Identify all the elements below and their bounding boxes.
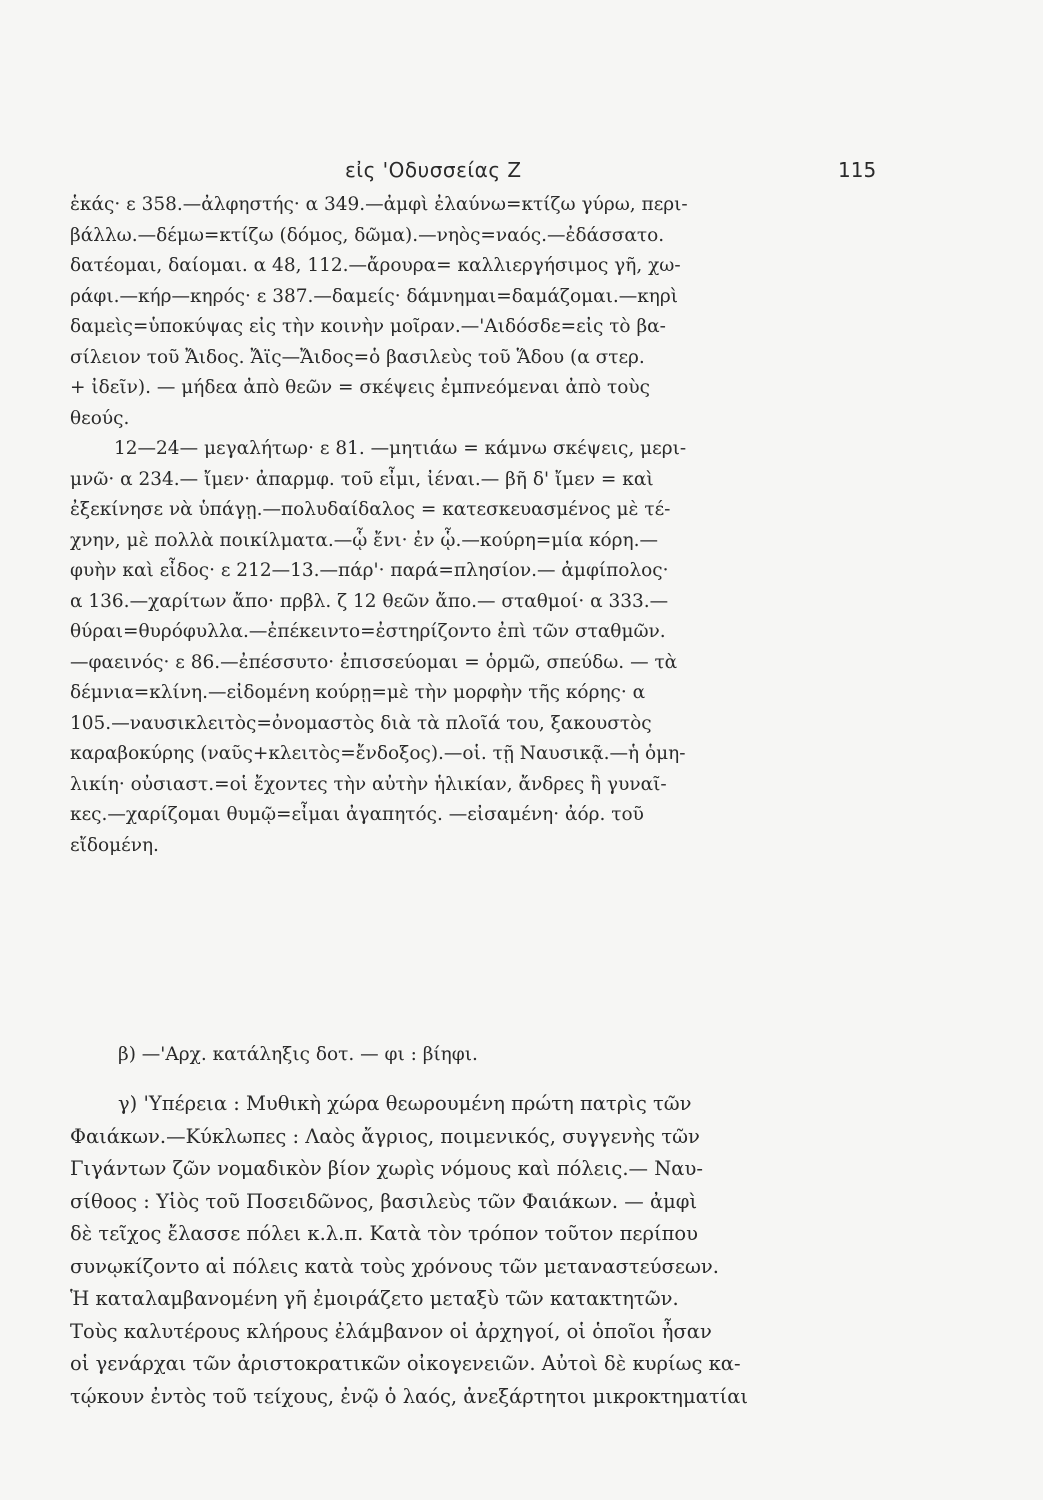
glossary-line: —φαεινός· ε 86.—ἐπέσσυτο· ἐπισσεύομαι = ὁρμῶ, σπεύδω. — τὰ — [70, 651, 678, 673]
note-c-line: σίθοος : Υἱὸς τοῦ Ποσειδῶνος, βασιλεὺς τῶν Φαιάκων. — ἀμφὶ — [70, 1189, 698, 1213]
glossary-line: α 136.—χαρίτων ἄπο· πρβλ. ζ 12 θεῶν ἄπο.— σταθμοί· α 333.— — [70, 590, 669, 612]
glossary-line: + ἰδεῖν). — μήδεα ἀπὸ θεῶν = σκέψεις ἐμπνεόμεναι ἀπὸ τοὺς — [70, 377, 650, 398]
note-b: β) —'Αρχ. κατάληξις δοτ. — φι : βίηφι. — [118, 1044, 478, 1065]
glossary-line: ἑκάς· ε 358.—ἀλφηστής· α 349.—ἀμφὶ ἐλαύνω=κτίζω γύρω, περι- — [70, 194, 688, 215]
note-c-line: Γιγάντων ζῶν νομαδικὸν βίον χωρὶς νόμους καὶ πόλεις.— Ναυ- — [70, 1157, 703, 1180]
note-c-line: δὲ τεῖχος ἔλασσε πόλει κ.λ.π. Κατὰ τὸν τρόπον τοῦτον περίπου — [70, 1222, 699, 1245]
glossary-block — [70, 190, 910, 861]
page-number: 115 — [838, 158, 877, 182]
glossary-line: δαμεὶς=ὑποκύψας εἰς τὴν κοινὴν μοῖραν.—'Αιδόσδε=εἰς τὸ βα- — [70, 316, 666, 337]
glossary-line: εἴδομένη. — [70, 834, 159, 856]
running-head: εἰς 'Οδυσσείας Ζ — [345, 158, 522, 182]
glossary-line: χνην, μὲ πολλὰ ποικίλματα.—ᾧ ἔνι· ἐν ᾧ.—κούρη=μία κόρη.— — [70, 529, 658, 551]
glossary-line: θύραι=θυρόφυλλα.—ἐπέκειντο=ἐστηρίζοντο ἐπὶ τῶν σταθμῶν. — [70, 621, 666, 642]
note-c-line: Ἡ καταλαμβανομένη γῆ ἐμοιράζετο μεταξὺ τῶν κατακτητῶν. — [70, 1287, 679, 1310]
glossary-line: κες.—χαρίζομαι θυμῷ=εἶμαι ἀγαπητός. —εἰσαμένη· ἀόρ. τοῦ — [70, 804, 644, 825]
note-c-line: γ) 'Υπέρεια : Μυθικὴ χώρα θεωρουμένη πρώτη πατρὶς τῶν — [118, 1092, 692, 1115]
glossary-line: δέμνια=κλίνη.—εἰδομένη κούρῃ=μὲ τὴν μορφὴν τῆς κόρης· α — [70, 682, 646, 703]
glossary-line: 12—24— μεγαλήτωρ· ε 81. —μητιάω = κάμνω σκέψεις, μερι- — [114, 438, 687, 459]
note-c-line: Φαιάκων.—Κύκλωπες : Λαὸς ἄγριος, ποιμενικός, συγγενὴς τῶν — [70, 1124, 700, 1148]
glossary-line: ἐξεκίνησε νὰ ὑπάγῃ.—πολυδαίδαλος = κατεσκευασμένος μὲ τέ- — [70, 499, 671, 520]
glossary-line: ράφι.—κήρ—κηρός· ε 387.—δαμείς· δάμνημαι=δαμάζομαι.—κηρὶ — [70, 285, 679, 307]
glossary-line: λικίη· οὐσιαστ.=οἱ ἔχοντες τὴν αὐτὴν ἡλικίαν, ἄνδρες ἢ γυναῖ- — [70, 773, 667, 795]
note-c-block — [70, 1088, 915, 1413]
note-c-line: τῴκουν ἐντὸς τοῦ τείχους, ἐνῷ ὁ λαός, ἀνεξάρτητοι μικροκτηματίαι — [70, 1384, 749, 1408]
glossary-line: μνῶ· α 234.— ἴμεν· ἀπαρμφ. τοῦ εἶμι, ἰέναι.— βῆ δ' ἴμεν = καὶ — [70, 468, 654, 490]
glossary-line: θεούς. — [70, 407, 130, 429]
glossary-line: βάλλω.—δέμω=κτίζω (δόμος, δῶμα).—νηὸς=ναός.—ἐδάσσατο. — [70, 224, 665, 246]
glossary-line: σίλειον τοῦ Ἄιδος. Ἄϊς—Ἄιδος=ὁ βασιλεὺς τοῦ Ἅδου (α στερ. — [70, 346, 645, 368]
note-c-line: συνῳκίζοντο αἱ πόλεις κατὰ τοὺς χρόνους τῶν μεταναστεύσεων. — [70, 1254, 719, 1278]
glossary-line: καραβοκύρης (ναῦς+κλειτὸς=ἔνδοξος).—οἱ. τῇ Ναυσικᾷ.—ἡ ὁμη- — [70, 743, 686, 764]
note-c-line: Τοὺς καλυτέρους κλήρους ἐλάμβανον οἱ ἀρχηγοί, οἱ ὁποῖοι ἦσαν — [70, 1319, 712, 1343]
note-c-line: οἱ γενάρχαι τῶν ἀριστοκρατικῶν οἰκογενειῶν. Αὐτοὶ δὲ κυρίως κα- — [70, 1352, 741, 1375]
glossary-line: δατέομαι, δαίομαι. α 48, 112.—ἄρουρα= καλλιεργήσιμος γῆ, χω- — [70, 255, 681, 276]
page-header — [0, 150, 1043, 190]
glossary-line: 105.—ναυσικλειτὸς=ὀνομαστὸς διὰ τὰ πλοῖά του, ξακουστὸς — [70, 712, 652, 734]
glossary-line: φυὴν καὶ εἶδος· ε 212—13.—πάρ'· παρά=πλησίον.— ἀμφίπολος· — [70, 560, 669, 581]
